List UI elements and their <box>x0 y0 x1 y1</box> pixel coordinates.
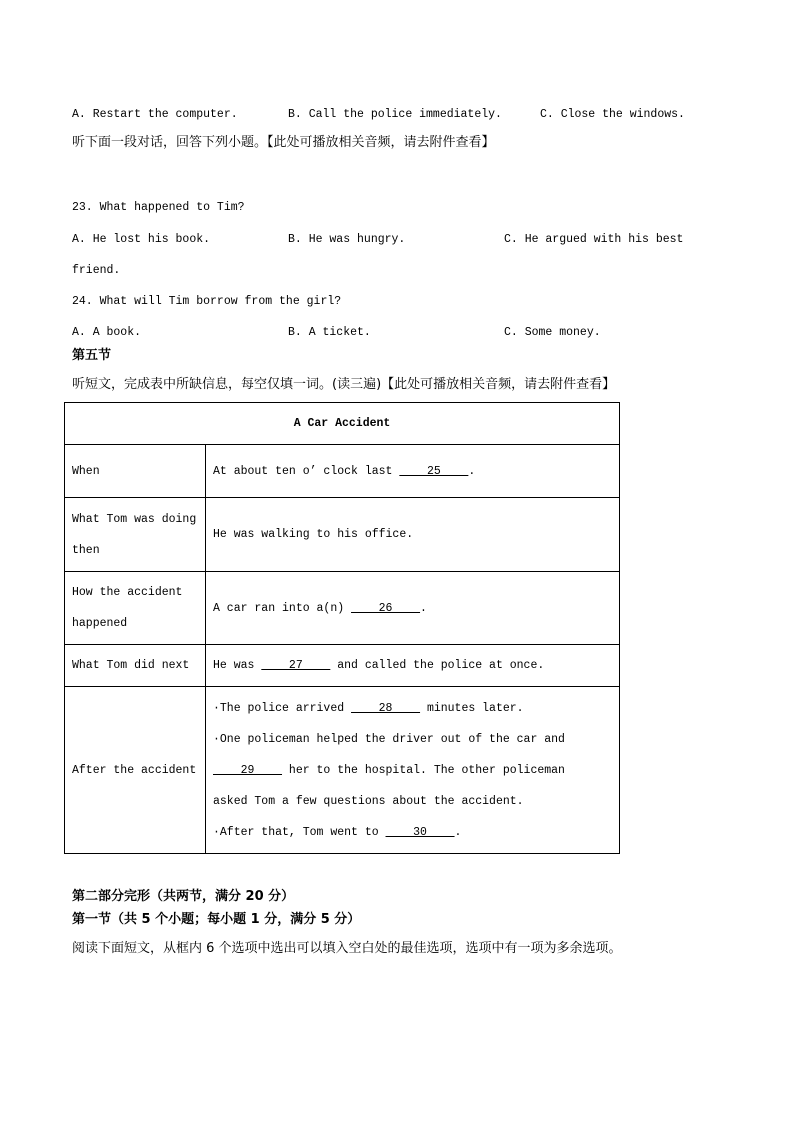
blank-27: 27 <box>261 659 331 672</box>
section5-title: 第五节 <box>72 348 112 363</box>
row-label: How the accident happened <box>65 572 206 645</box>
car-accident-table <box>64 402 620 854</box>
q23-option-b: B. He was hungry. <box>288 233 406 246</box>
q22-option-b: B. Call the police immediately. <box>288 108 502 121</box>
dialogue-instruction: 听下面一段对话，回答下列小题。【此处可播放相关音频，请去附件查看】 <box>72 135 495 150</box>
q22-option-a: A. Restart the computer. <box>72 108 238 121</box>
row-content: He was 27 and called the police at once. <box>206 645 620 687</box>
part2-section1-title: 第一节（共 5 个小题；每小题 1 分，满分 5 分） <box>72 912 361 927</box>
q24-option-c: C. Some money. <box>504 326 601 339</box>
blank-25: 25 <box>399 464 469 478</box>
row-content: He was walking to his office. <box>206 498 620 572</box>
part2-title: 第二部分完形（共两节，满分 20 分） <box>72 889 295 904</box>
row-label: When <box>65 445 206 498</box>
blank-29: 29 <box>213 763 283 777</box>
blank-26: 26 <box>351 601 421 615</box>
q24-option-b: B. A ticket. <box>288 326 371 339</box>
row-content: At about ten o’ clock last 25 . <box>206 445 620 498</box>
section5-instruction: 听短文，完成表中所缺信息，每空仅填一词。(读三遍)【此处可播放相关音频，请去附件查看】 <box>72 377 616 392</box>
part2-instruction: 阅读下面短文，从框内 6 个选项中选出可以填入空白处的最佳选项，选项中有一项为多余选项。 <box>72 941 622 956</box>
row-label: What Tom did next <box>65 645 206 687</box>
blank-30: 30 <box>385 825 455 839</box>
q22-option-c: C. Close the windows. <box>540 108 685 121</box>
q23-option-c-wrap: friend. <box>72 264 121 277</box>
q23-question: 23. What happened to Tim? <box>72 201 245 214</box>
q23-option-c: C. He argued with his best <box>504 233 684 246</box>
q24-question: 24. What will Tim borrow from the girl? <box>72 295 342 308</box>
row-label: What Tom was doing then <box>65 498 206 572</box>
q23-option-a: A. He lost his book. <box>72 233 211 246</box>
row-content: A car ran into a(n) 26 . <box>206 572 620 645</box>
table-title: A Car Accident <box>65 403 620 445</box>
row-content: ·The police arrived 28 minutes later. ·One policeman helped the driver out of the car and 29 her to the hospital. The other policeman asked Tom a few questions about the accident. ·After that, Tom went to 30 . <box>206 687 620 854</box>
q24-option-a: A. A book. <box>72 326 142 339</box>
blank-28: 28 <box>351 701 421 715</box>
row-label: After the accident <box>65 687 206 854</box>
